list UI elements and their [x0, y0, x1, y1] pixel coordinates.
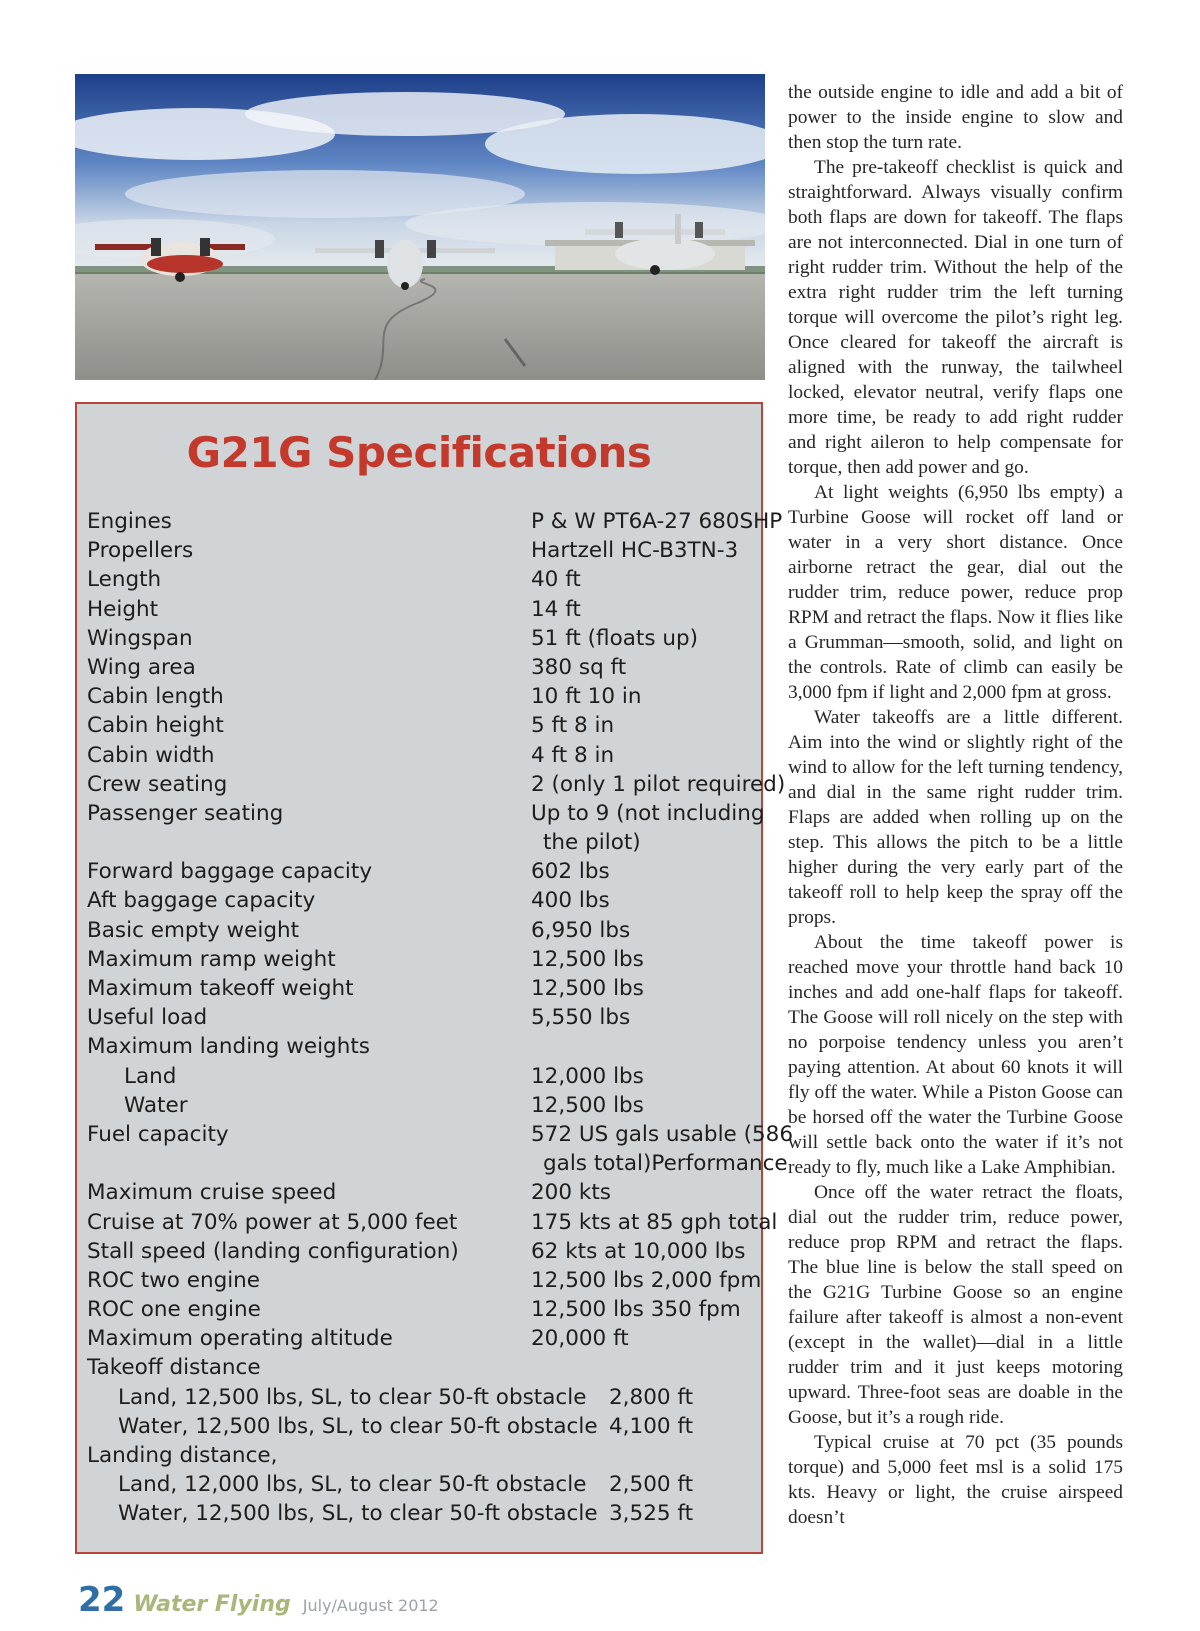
page-number: 22	[78, 1580, 126, 1620]
spec-value: 3,525 ft	[609, 1501, 694, 1527]
spec-row	[87, 713, 757, 742]
spec-value: 4,100 ft	[609, 1413, 694, 1439]
spec-value: 175 kts at 85 gph total	[531, 1209, 778, 1235]
article-paragraph: The pre-takeoff checklist is quick and straightforward. Always visually confirm both flaps are down for takeoff. The flaps are not interconnected. Dial in one turn of right rudder trim. Without the help of the extra right rudder trim the left turning torque will overcome the pilot’s right leg. Once cleared for takeoff the aircraft is aligned with the runway, the tailwheel locked, elevator neutral, verify flaps one more time, be ready to add right rudder and right aileron to help compensate for torque, then add power and go.	[788, 157, 1123, 478]
page-footer	[78, 1580, 439, 1620]
spec-row	[87, 1443, 757, 1472]
spec-label: Cabin width	[87, 742, 215, 768]
spec-value: 12,500 lbs	[531, 976, 644, 1001]
spec-row	[87, 626, 757, 655]
spec-value: 62 kts at 10,000 lbs	[531, 1238, 746, 1264]
spec-value: gals total)Performance	[543, 1151, 788, 1177]
spec-row	[87, 976, 757, 1005]
spec-row	[87, 1180, 757, 1209]
spec-row	[87, 1267, 762, 1297]
spec-value: 5,550 lbs	[531, 1005, 631, 1031]
spec-row	[87, 1326, 757, 1355]
spec-label: Maximum landing weights	[87, 1034, 370, 1060]
article-paragraph: About the time takeoff power is reached move your throttle hand back 10 inches and add one-half flaps for takeoff. The Goose will roll nicely on the step with no porpoise tendency unless you aren’t paying attention. At about 60 knots it will fly off the water. While a Piston Goose can be horsed off the water the Turbine Goose will settle back onto the water if it’s not ready to fly, much like a Lake Amphibian.	[788, 932, 1123, 1178]
spec-row	[87, 567, 757, 596]
spec-row-continued	[87, 1151, 788, 1180]
spec-value: 2 (only 1 pilot required)	[531, 771, 786, 797]
spec-label: ROC two engine	[87, 1267, 261, 1293]
spec-label: Cruise at 70% power at 5,000 feet	[87, 1209, 458, 1235]
article-paragraph: Water takeoffs are a little different. Aim into the wind or slightly right of the wind to allow for the left turning tendency, and dial in the same right rudder trim. Flaps are added when rolling up on the step. This allows the pitch to be a little higher during the very early part of the takeoff roll to help keep the spray off the props.	[788, 707, 1123, 928]
spec-value: 51 ft (floats up)	[531, 625, 699, 651]
spec-value: 12,000 lbs	[531, 1063, 644, 1089]
spec-label: Takeoff distance	[87, 1355, 261, 1381]
spec-row	[87, 509, 783, 538]
spec-row-continued	[87, 830, 757, 859]
spec-row	[87, 597, 757, 626]
spec-label: Length	[87, 567, 162, 593]
spec-value: 40 ft	[531, 567, 581, 593]
spec-label: Landing distance,	[87, 1443, 278, 1468]
spec-row	[87, 800, 765, 830]
specifications-title: G21G Specifications	[186, 428, 652, 477]
spec-label: Water, 12,500 lbs, SL, to clear 50-ft obstacle	[118, 1501, 598, 1527]
spec-value: 14 ft	[531, 596, 581, 622]
spec-value: 12,500 lbs	[531, 946, 644, 972]
spec-label: ROC one engine	[87, 1297, 261, 1323]
spec-label: Cabin length	[87, 684, 224, 710]
spec-row-indented	[87, 1064, 757, 1093]
spec-label: Useful load	[87, 1005, 208, 1031]
spec-row-indented	[87, 1472, 757, 1501]
spec-value: the pilot)	[543, 830, 641, 856]
spec-value: 5 ft 8 in	[531, 713, 615, 739]
spec-label: Wing area	[87, 654, 196, 680]
spec-row-indented	[87, 1093, 757, 1122]
spec-value: 2,500 ft	[609, 1472, 694, 1498]
spec-label: Fuel capacity	[87, 1121, 229, 1147]
spec-value: Hartzell HC-B3TN-3	[531, 538, 739, 564]
spec-value: 602 lbs	[531, 859, 610, 885]
spec-row	[87, 947, 757, 976]
spec-value: 400 lbs	[531, 888, 610, 914]
spec-row	[87, 743, 757, 772]
spec-label: Maximum cruise speed	[87, 1180, 337, 1206]
spec-label: Basic empty weight	[87, 917, 300, 943]
spec-row	[87, 1209, 778, 1239]
spec-row	[87, 1297, 757, 1326]
specifications-box	[75, 402, 794, 1554]
spec-row	[87, 1121, 794, 1151]
spec-row-indented	[87, 1385, 757, 1414]
spec-row	[87, 859, 757, 888]
spec-label: Forward baggage capacity	[87, 859, 373, 885]
spec-label: Maximum operating altitude	[87, 1326, 393, 1352]
spec-label: Height	[87, 596, 159, 622]
article-paragraph: Once off the water retract the floats, dial out the rudder trim, reduce power, reduce prop RPM and retract the flaps. The blue line is below the stall speed on the G21G Turbine Goose so an engine failure after takeoff is almost a non-event (except in the wallet)—dial in a little rudder trim and it just keeps motoring upward. Three-foot seas are doable in the Goose, but it’s a rough ride.	[788, 1182, 1123, 1428]
spec-label: Passenger seating	[87, 800, 284, 826]
spec-row	[87, 1355, 757, 1384]
article-paragraph: Typical cruise at 70 pct (35 pounds torque) and 5,000 feet msl is a solid 175 kts. Heavy or light, the cruise airspeed doesn’t	[788, 1432, 1123, 1528]
spec-label: Land, 12,000 lbs, SL, to clear 50-ft obstacle	[118, 1472, 587, 1498]
spec-value: 6,950 lbs	[531, 917, 631, 943]
spec-label: Land	[124, 1063, 177, 1089]
spec-label: Water, 12,500 lbs, SL, to clear 50-ft obstacle	[118, 1413, 598, 1439]
ramp-photo-illustration	[75, 74, 765, 380]
spec-value: 12,500 lbs 2,000 fpm	[531, 1267, 762, 1293]
spec-label: Land, 12,500 lbs, SL, to clear 50-ft obstacle	[118, 1384, 587, 1410]
spec-label: Engines	[87, 509, 172, 534]
spec-label: Maximum ramp weight	[87, 946, 336, 972]
spec-row	[87, 1005, 757, 1034]
spec-row	[87, 1034, 757, 1063]
article-paragraph: the outside engine to idle and add a bit of power to the inside engine to slow and then stop the turn rate.	[788, 82, 1123, 153]
spec-row	[87, 771, 786, 801]
spec-label: Propellers	[87, 538, 194, 564]
spec-row	[87, 684, 757, 713]
spec-value: 572 US gals usable (586	[531, 1121, 794, 1147]
article-column	[788, 80, 1123, 1530]
spec-value: P & W PT6A-27 680SHP	[531, 509, 783, 534]
spec-value: 200 kts	[531, 1180, 611, 1206]
spec-value: Up to 9 (not including	[531, 800, 765, 826]
airplane-ramp-photo	[75, 74, 765, 380]
spec-value: 4 ft 8 in	[531, 742, 615, 768]
spec-value: 380 sq ft	[531, 654, 627, 680]
spec-row	[87, 538, 757, 567]
spec-label: Maximum takeoff weight	[87, 976, 354, 1001]
spec-row	[87, 888, 757, 917]
spec-value: 10 ft 10 in	[531, 684, 642, 710]
spec-value: 12,500 lbs	[531, 1092, 644, 1118]
spec-label: Wingspan	[87, 625, 193, 651]
spec-label: Cabin height	[87, 713, 224, 739]
magazine-name: Water Flying	[133, 1592, 291, 1617]
spec-row	[87, 1239, 757, 1268]
spec-row-indented	[87, 1501, 757, 1530]
spec-label: Water	[124, 1092, 188, 1118]
spec-label: Stall speed (landing configuration)	[87, 1238, 459, 1264]
spec-value: 2,800 ft	[609, 1384, 694, 1410]
spec-row-indented	[87, 1414, 757, 1443]
spec-row	[87, 918, 757, 947]
spec-row	[87, 655, 757, 684]
spec-value: 20,000 ft	[531, 1326, 629, 1352]
spec-label: Aft baggage capacity	[87, 888, 316, 914]
specifications-table	[87, 509, 794, 1531]
spec-label: Crew seating	[87, 771, 228, 797]
article-paragraph: At light weights (6,950 lbs empty) a Turbine Goose will rocket off land or water in a very short distance. Once airborne retract the gear, dial out the rudder trim, reduce power, reduce prop RPM and retract the flaps. Now it flies like a Grumman—smooth, solid, and light on the controls. Rate of climb can easily be 3,000 fpm if light and 2,000 fpm at gross.	[788, 482, 1123, 703]
issue-date: July/August 2012	[302, 1596, 439, 1615]
spec-value: 12,500 lbs 350 fpm	[531, 1297, 741, 1323]
